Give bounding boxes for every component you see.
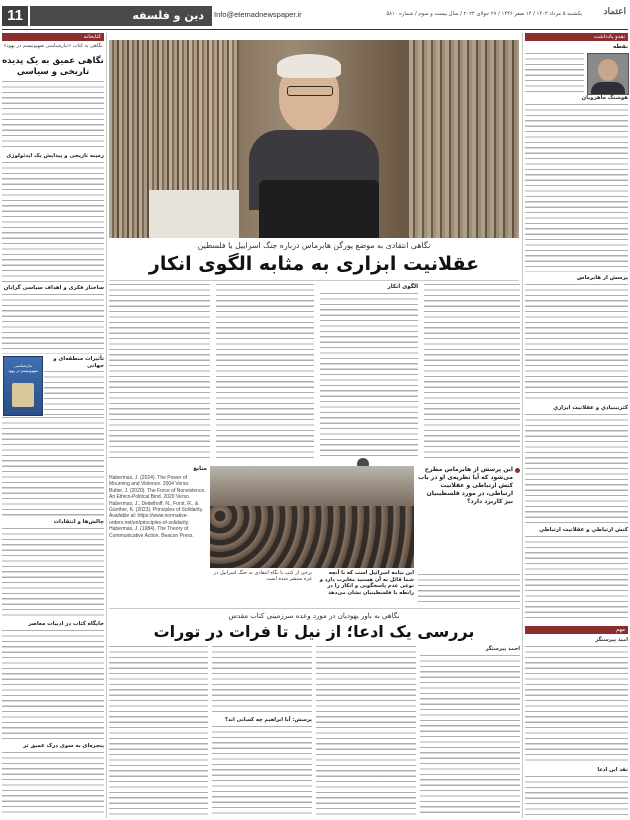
quote2: این نیامه اسرائیل است که با آنچه شما قائل به آن هستید مغایرت دارد و نوعی عدم پاسخگویی و انکار را در رابطه با فلسطینیان نشان می‌دهد [319, 570, 414, 596]
main-body-col-3 [216, 284, 314, 459]
main-bottom-rule [109, 608, 520, 609]
second-headline: بررسی یک ادعا؛ از نیل تا فرات در تورات [153, 622, 475, 641]
second-body-col-3b [212, 726, 312, 815]
paper-stack [149, 190, 239, 238]
second-body-col-4 [109, 646, 208, 815]
left-body-7 [2, 630, 104, 740]
person-hair [277, 54, 341, 78]
right-body-1 [525, 104, 628, 272]
section-title: دین و فلسفه [132, 9, 204, 22]
bottom-right-label-bar [525, 626, 628, 634]
reference-item: Habermas, J. (1984). The Theory of Communicative Action. Beacon Press. [109, 526, 194, 539]
main-kicker: نگاهی انتقادی به موضع یورگن هابرماس درباره جنگ اسراییل با فلسطین [197, 241, 431, 250]
reference-item: Habermas, J., Deitelhoff, N., Forst, R., & Günther, K. (2023). Principles of Solidarity. [109, 500, 204, 514]
bottom-right-body-1 [525, 646, 628, 764]
crowd-figures [210, 506, 414, 568]
bookshelf-right [409, 40, 519, 238]
main-subhead: الگوی انکار [387, 284, 418, 290]
date-line: یکشنبه ۵ مرداد ۱۴۰۳ / ۱۴ صفر ۱۴۴۶ / ۲۷ جولای ۲۰۲۴ / سال بیست و سوم / شماره ۵۸۱۰ [386, 11, 582, 17]
main-body-col-5 [418, 574, 520, 604]
left-body-5 [2, 417, 104, 517]
book-cover-title: تبارشناسی صهیونیسم در یهود [7, 363, 39, 373]
pullquote [418, 466, 520, 572]
left-body-3 [2, 294, 104, 354]
left-column-label-bar [2, 33, 104, 41]
left-column [2, 33, 104, 818]
main-headline-rule [109, 280, 519, 281]
right-kicker: نقطه [613, 44, 628, 50]
main-photo [109, 40, 519, 238]
main-body-col-2 [320, 293, 418, 459]
author-photo-face [598, 59, 618, 81]
left-body-4 [44, 371, 104, 415]
book-cover-figure [12, 383, 34, 407]
bottom-right-box [525, 626, 628, 818]
left-sub-2: ساختار فکری و اهداف سیاسی گرایان [3, 285, 104, 291]
left-sub-5: جایگاه کتاب در ادبیات معاصر [28, 621, 104, 627]
left-body-1 [2, 81, 104, 151]
right-column-label-bar [525, 33, 628, 41]
right-body-3 [525, 414, 628, 524]
left-body-6 [2, 528, 104, 618]
header-rule [2, 29, 628, 30]
person-glasses [287, 86, 333, 96]
right-intro-text [525, 53, 584, 93]
main-body-col-1 [424, 284, 520, 459]
page-number: 11 [7, 7, 23, 24]
bottom-right-sub: نقد این ادعا [597, 767, 628, 773]
right-body-2 [525, 284, 628, 402]
page-number-box [2, 6, 28, 26]
left-body-8 [2, 752, 104, 816]
logo [588, 7, 626, 23]
second-body-col-2 [316, 646, 416, 815]
bottom-right-author: امید پیرستگر [595, 637, 628, 643]
book-cover [3, 356, 43, 416]
main-body-col-4 [109, 284, 210, 459]
left-sub-3: تأثیرات منطقه‌ای و جهانی [53, 356, 104, 369]
left-column-label: کتابخانه [83, 34, 101, 40]
right-column [525, 33, 628, 623]
right-column-divider [522, 33, 523, 818]
left-headline: نگاهی عمیق به یک پدیده تاریخی و سیاسی [2, 56, 104, 77]
pullquote-text: این پرسش از هابرماس مطرح می‌شود که آیا نظریه‌ی او در باب کنش ارتباطی و عقلانیت ارتباطی، در مورد فلسطینیان نیز کاربرد دارد؟ [418, 466, 513, 505]
references-title: منابع [193, 466, 207, 472]
reference-item: Habermas, J. (2024). The Power of Mourning and Violence. 2004 Verso. [109, 475, 190, 488]
left-sub-4: چالش‌ها و انتقادات [53, 519, 104, 525]
second-kicker: نگاهی به باور یهودیان در مورد وعده سرزمینی کتاب مقدس [228, 612, 400, 620]
left-body-2 [2, 162, 104, 282]
section-title-bar [30, 6, 212, 26]
left-sub-1: زمینه تاریخی و پیدایش یک ایدئولوژی [6, 153, 104, 159]
photo-caption: برخی از کتب با نگاه انتقادی به جنگ اسراییل در غزه منتشر شده است [213, 570, 312, 583]
reference-item: Available at: https://www.normative-orders.net/en/principles-of-solidarity. [109, 513, 190, 526]
left-kicker: نگاهی به کتاب «تبارشناسی صهیونیسم در یهود» [3, 43, 103, 49]
reference-item: Butler, J. (2020). The Force of Nonviolence. Ari Ethico-Political Bind. 2020 Verso. [109, 487, 206, 501]
crowd-photo [210, 466, 414, 568]
second-author: احمد پیرستگر [485, 646, 520, 652]
references-list [109, 475, 207, 605]
main-headline: عقلانیت ابزاری به مثابه الگوی انکار [148, 253, 480, 275]
second-body-col-1 [420, 655, 520, 815]
right-sub-1: پرسش از هابرماس [577, 275, 628, 281]
page-header [0, 0, 630, 32]
author-photo-shoulders [591, 82, 625, 95]
right-column-label: نقدو یادداشت [593, 34, 625, 40]
left-column-divider [106, 33, 107, 818]
logo-text: اعتماد [603, 7, 626, 17]
second-sub-1: پرسش: آیا ابراهیم چه کسانی اند؟ [225, 717, 312, 723]
right-sub-2: کثرتبنيادي و عقلانيت ابزاري [553, 405, 628, 411]
left-sub-6: پنجره‌ای به سوی درک عمیق تر [23, 743, 104, 749]
pullquote-dot [515, 468, 520, 473]
right-sub-3: کنش ارتباطي و عقلانيت ارتباطي [539, 527, 628, 533]
bottom-right-body-2 [525, 776, 628, 818]
author-name: هوشنگ ماهرویان [581, 95, 628, 101]
bottom-right-label: مهم [615, 627, 625, 633]
typewriter [259, 180, 379, 238]
author-photo [587, 53, 629, 95]
email: Info@etemadnewspaper.ir [214, 10, 302, 19]
second-body-col-3 [212, 646, 312, 714]
right-body-4 [525, 536, 628, 622]
